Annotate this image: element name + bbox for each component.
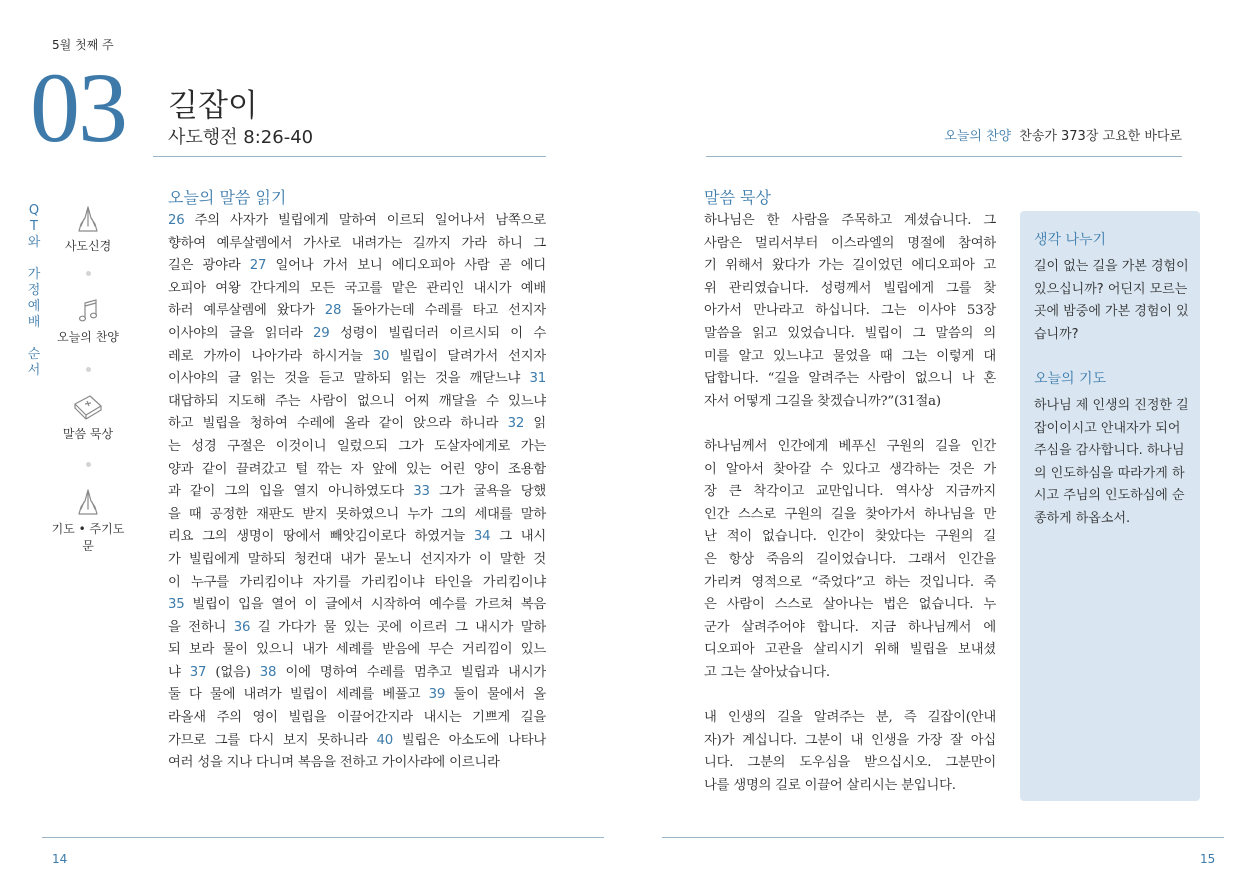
meditation-line: 하나님은 한 사람을 주목하고 계셨습니다. 그 <box>704 213 996 228</box>
reading-line <box>168 459 546 482</box>
reading-line <box>168 639 546 662</box>
meditation-paragraph <box>704 436 996 685</box>
music-note-icon <box>75 297 101 325</box>
verse-text: 여러 성을 지나 다니며 복음을 전하고 가이사랴에 이르니라 <box>168 755 500 771</box>
verse-text: 둘이 물에서 올 <box>445 687 546 703</box>
verse-number: 39 <box>428 687 446 703</box>
verse-text: (없음) <box>206 664 260 680</box>
verse-text: 되 보라 물이 있으니 내가 세례를 받음에 무슨 거리낌이 있느 <box>168 642 546 658</box>
order-item-meditation <box>50 392 126 442</box>
footer-rule-left <box>42 837 604 838</box>
reading-line <box>168 526 546 549</box>
verse-text: 둘 다 물에 내려가 빌립이 세례를 베풀고 <box>168 687 429 703</box>
qt-char: 순 <box>27 347 41 362</box>
meditation-text <box>704 210 996 820</box>
verse-text: 라올새 주의 영이 빌립을 이끌어간지라 내시는 기쁘게 길을 <box>168 710 546 726</box>
verse-text: 대답하되 지도해 주는 사람이 없으니 어찌 깨달을 수 있느냐 <box>168 393 546 409</box>
verse-text: 일어나 가서 보니 에디오피아 사람 곧 에디 <box>266 258 546 274</box>
order-item-label: 말씀 묵상 <box>62 427 114 441</box>
praying-hands-icon <box>75 487 101 517</box>
verse-text: 이사야의 글 읽는 것을 듣고 말하되 읽는 것을 깨닫느냐 <box>168 371 530 387</box>
verse-number: 35 <box>168 597 185 613</box>
meditation-paragraph <box>704 210 996 413</box>
reading-line <box>168 436 546 459</box>
reading-line <box>168 413 546 436</box>
reading-line <box>168 346 546 369</box>
meditation-line: 고 그는 살아났습니다. <box>704 664 830 680</box>
qt-char: 가 <box>27 267 41 282</box>
qt-char: 정 <box>27 283 41 298</box>
reading-line <box>168 323 546 346</box>
verse-number: 26 <box>168 213 185 228</box>
reading-line <box>168 481 546 504</box>
verse-text: 오피아 여왕 간다게의 모든 국고를 맡은 관리인 내시가 예배 <box>168 280 546 296</box>
verse-text: 길 가다가 물 있는 곳에 이르러 그 내시가 말하 <box>250 619 546 635</box>
qt-gap <box>26 251 42 267</box>
hymn-value: 찬송가 373장 고요한 바다로 <box>1019 129 1182 144</box>
verse-text: 향하여 예루살렘에서 가사로 내려가는 길까지 가라 하니 그 <box>168 235 546 251</box>
meditation-line: 말씀을 읽고 있었습니다. 빌립이 그 말씀의 의 <box>704 325 996 341</box>
hymn-info <box>920 125 1182 144</box>
verse-number: 29 <box>313 325 330 341</box>
reading-line <box>168 752 546 775</box>
page-title: 길잡이 <box>168 88 258 124</box>
week-label: 5월 첫째 주 <box>52 38 114 52</box>
reading-line <box>168 278 546 301</box>
verse-text: 빌립은 아소도에 나타나 <box>393 732 546 748</box>
meditation-line: 사람은 멀리서부터 이스라엘의 명절에 참여하 <box>704 235 996 251</box>
verse-text: 그가 굴욕을 당했 <box>429 484 546 500</box>
meditation-line: 하나님께서 인간에게 베푸신 구원의 길을 인간 <box>704 438 996 454</box>
verse-text: 이에 명하여 수레를 멈추고 빌립과 내시가 <box>276 664 546 680</box>
meditation-line: 내 인생의 길을 알려주는 분, 즉 길잡이(안내 <box>704 710 996 726</box>
title-divider <box>153 156 546 157</box>
verse-number: 34 <box>473 529 491 545</box>
verse-text: 양과 같이 끌려갔고 털 깎는 자 앞에 있는 어린 양이 조용함 <box>168 461 546 477</box>
verse-text: 이 누구를 가리킴이냐 자기를 가리킴이냐 타인을 가리킴이냐 <box>168 574 546 590</box>
qt-char: 와 <box>27 235 41 250</box>
reading-line <box>168 255 546 278</box>
order-item-prayer <box>50 487 126 554</box>
verse-number: 27 <box>249 258 267 274</box>
scripture-reference: 사도행전 8:26-40 <box>168 127 314 148</box>
reading-line <box>168 730 546 753</box>
meditation-line: 인간 스스로 구원의 길을 찾아가서 하나님을 만 <box>704 506 996 522</box>
reading-line <box>168 233 546 256</box>
reading-line <box>168 210 546 233</box>
qt-char: Q <box>28 203 40 218</box>
meditation-line: 아가서 만나라고 하십니다. 그는 이사야 53장 <box>704 303 996 319</box>
order-item-hymn <box>50 297 126 345</box>
lesson-number: 03 <box>30 52 126 163</box>
order-separator-dot <box>86 367 91 372</box>
verse-text: 을 전하니 <box>168 619 234 635</box>
reading-line <box>168 707 546 730</box>
reading-line <box>168 300 546 323</box>
verse-number: 40 <box>376 732 394 748</box>
verse-text: 길은 광야라 <box>168 258 250 274</box>
meditation-line: 은 항상 죽음의 길이었습니다. 그래서 인간을 <box>704 551 996 567</box>
share-text: 길이 없는 길을 가본 경험이 있으십니까? 어딘지 모르는 곳에 밤중에 가본 경험이 있습니까? <box>1034 259 1189 342</box>
prayer-text: 하나님 제 인생의 진정한 길잡이이시고 안내자가 되어 주심을 감사합니다. 하나님의 인도하심을 따라가게 하시고 주님의 인도하심에 순종하게 하옵소서. <box>1034 398 1189 526</box>
prayer-heading: 오늘의 기도 <box>1034 371 1107 387</box>
scripture-reading-text <box>168 210 546 775</box>
verse-text: 읽 <box>524 416 546 432</box>
verse-number: 33 <box>413 484 430 500</box>
meditation-heading: 말씀 묵상 <box>704 188 771 207</box>
verse-text: 주의 사자가 빌립에게 말하여 이르되 일어나서 남쪽으로 <box>184 213 546 228</box>
qt-gap <box>26 331 42 347</box>
verse-text: 빌립이 입을 열어 이 글에서 시작하여 예수를 가르쳐 복음 <box>184 597 546 613</box>
footer-rule-right <box>662 837 1224 838</box>
verse-text: 하러 예루살렘에 왔다가 <box>168 303 325 319</box>
meditation-line: 이 알아서 찾아갈 수 있다고 생각하는 것은 가 <box>704 461 996 477</box>
reading-line <box>168 594 546 617</box>
page-number-left: 14 <box>52 852 68 866</box>
verse-text: 는 성경 구절은 이것이니 일렀으되 그가 도살자에게로 가는 <box>168 438 546 454</box>
reading-heading: 오늘의 말씀 읽기 <box>168 188 287 207</box>
meditation-line: 군가 살려주어야 합니다. 지금 하나님께서 에 <box>704 619 996 635</box>
reading-line <box>168 368 546 391</box>
meditation-line: 난 적이 없습니다. 인간이 찾았다는 구원의 길 <box>704 529 996 545</box>
verse-number: 31 <box>529 371 546 387</box>
meditation-line: 가리켜 영적으로 “죽었다”고 하는 것입니다. 죽 <box>704 574 996 590</box>
verse-number: 37 <box>189 664 207 680</box>
meditation-line: 은 사람이 스스로 살아나는 법은 없습니다. 누 <box>704 597 996 613</box>
verse-text: 리요 그의 생명이 땅에서 빼앗김이로다 하였거늘 <box>168 529 474 545</box>
qt-char: 예 <box>27 299 41 314</box>
order-item-label: 사도신경 <box>64 239 112 253</box>
verse-text: 레로 가까이 나아가라 하시거늘 <box>168 348 373 364</box>
verse-text: 과 같이 그의 입을 열지 아니하였도다 <box>168 484 414 500</box>
order-item-label: 오늘의 찬양 <box>57 330 119 344</box>
reading-line <box>168 617 546 640</box>
meditation-paragraph <box>704 707 996 797</box>
qt-char: 서 <box>27 363 41 378</box>
meditation-line: 나를 생명의 길로 이끌어 살리시는 분입니다. <box>704 777 956 793</box>
order-item-label: 기도 • 주기도문 <box>51 522 125 553</box>
order-item-apostles-creed <box>50 204 126 254</box>
reading-line <box>168 572 546 595</box>
meditation-line: 자서 어떻게 그길을 찾겠습니까?”(31절a) <box>704 393 941 409</box>
verse-number: 28 <box>324 303 342 319</box>
verse-text: 빌립이 달려가서 선지자 <box>389 348 546 364</box>
bible-book-icon <box>72 392 104 422</box>
share-heading: 생각 나누기 <box>1034 232 1107 248</box>
qt-char: 배 <box>27 315 41 330</box>
verse-text: 이사야의 글을 읽더라 <box>168 325 314 341</box>
verse-text: 하고 빌립을 청하여 수레에 올라 같이 앉으라 하니라 <box>168 416 508 432</box>
verse-number: 30 <box>372 348 390 364</box>
meditation-line: 기 위해서 왔다가 가는 길이었던 에디오피아 고 <box>704 258 996 274</box>
reading-line <box>168 504 546 527</box>
meditation-line: 위 관리였습니다. 성령께서 빌립에게 그를 찾 <box>704 280 996 296</box>
reading-line <box>168 684 546 707</box>
verse-text: 돌아가는데 수레를 타고 선지자 <box>341 303 546 319</box>
meditation-line: 답합니다. “길을 알려주는 사람이 없으니 나 혼 <box>704 371 996 387</box>
verse-number: 36 <box>233 619 251 635</box>
meditation-line: 디오피아 고관을 살리시기 위해 빌립을 보내셨 <box>704 642 996 658</box>
verse-text: 성령이 빌립더러 이르시되 이 수 <box>329 325 547 341</box>
page-number-right: 15 <box>1200 852 1216 866</box>
reading-line <box>168 662 546 685</box>
hymn-divider <box>706 156 1182 157</box>
order-separator-dot <box>86 462 91 467</box>
meditation-line: 장 큰 착각이고 교만입니다. 역사상 지금까지 <box>704 484 996 500</box>
reading-line <box>168 549 546 572</box>
meditation-line: 니다. 그분의 도우심을 받으십시오. 그분만이 <box>704 755 996 771</box>
verse-text: 냐 <box>168 664 190 680</box>
verse-text: 그 내시 <box>490 529 546 545</box>
meditation-line: 미를 알고 있느냐고 물었을 때 그는 이렇게 대 <box>704 348 996 364</box>
verse-number: 38 <box>259 664 277 680</box>
reading-line <box>168 391 546 414</box>
verse-number: 32 <box>507 416 525 432</box>
verse-text: 가므로 그를 다시 보지 못하니라 <box>168 732 377 748</box>
verse-text: 을 때 공정한 재판도 받지 못하였으니 누가 그의 세대를 말하 <box>168 506 546 522</box>
praying-hands-icon <box>75 204 101 234</box>
verse-text: 가 빌립에게 말하되 청컨대 내가 묻노니 선지자가 이 말한 것 <box>168 551 546 567</box>
meditation-line: 자)가 계십니다. 그분이 내 인생을 가장 잘 아십 <box>704 732 996 748</box>
qt-order-vertical-label <box>26 203 42 379</box>
order-separator-dot <box>86 271 91 276</box>
qt-char: T <box>30 219 38 234</box>
hymn-label: 오늘의 찬양 <box>944 129 1012 144</box>
